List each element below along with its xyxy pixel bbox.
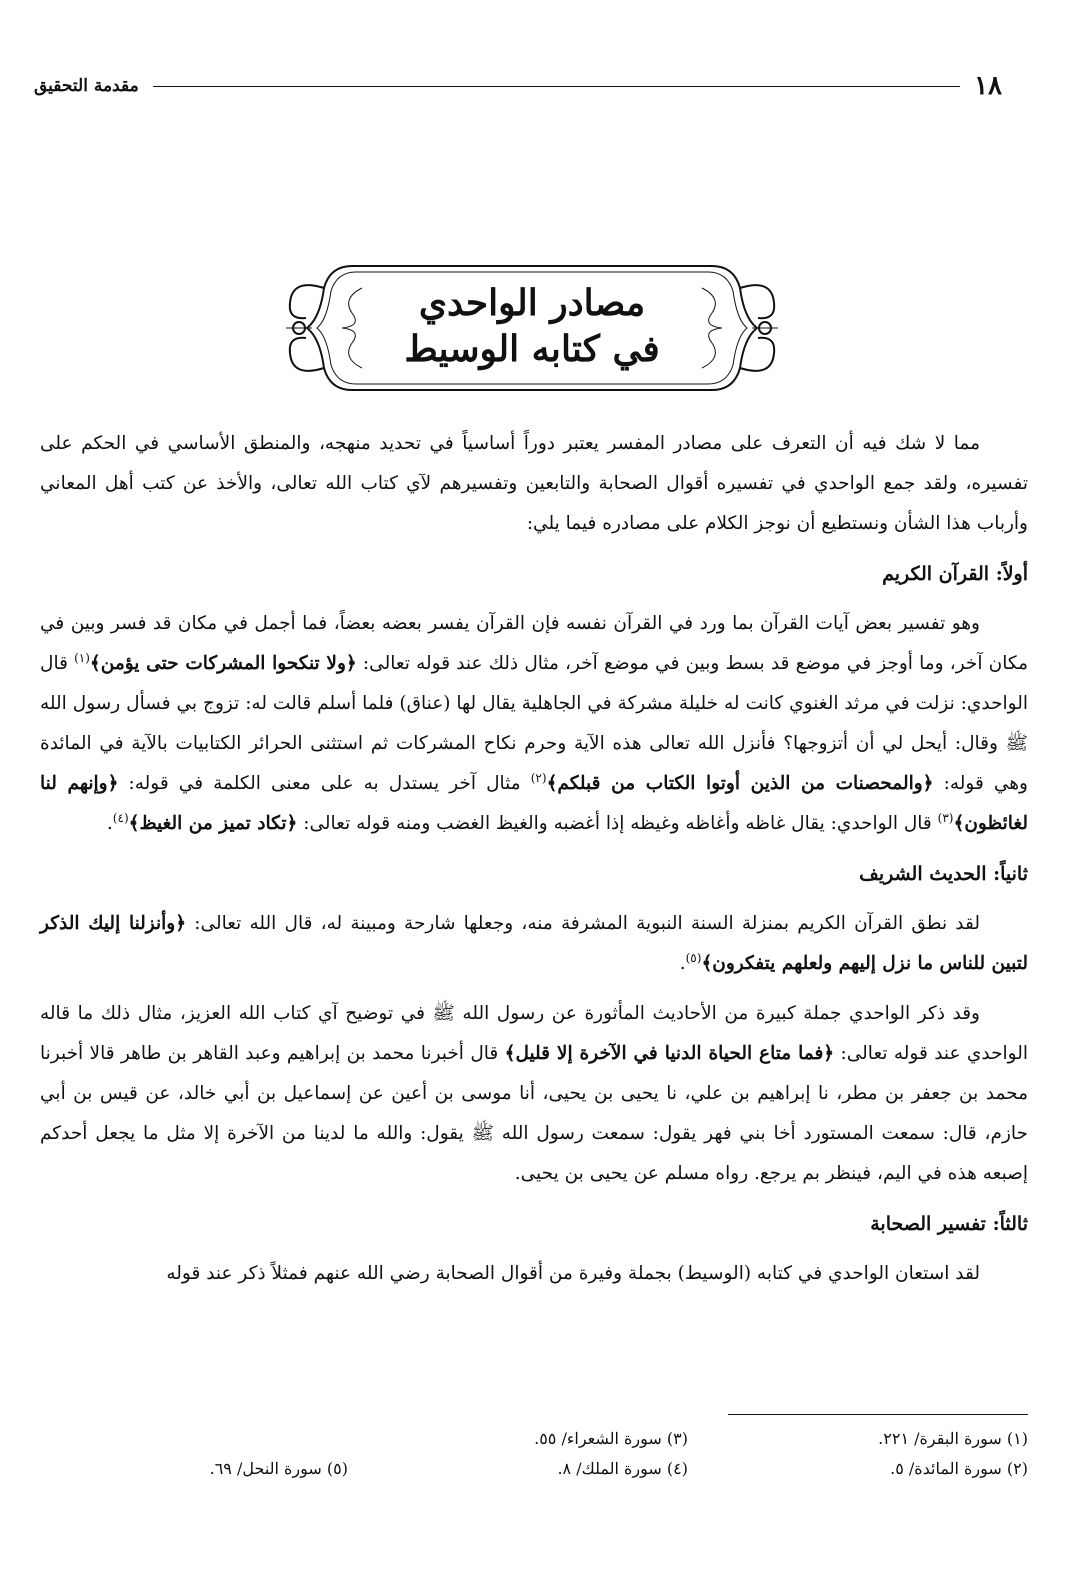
title-cartouche <box>282 258 782 398</box>
footnotes <box>40 1424 1028 1484</box>
paragraph-hadith-2 <box>40 994 1028 1194</box>
section-heading-companions: ثالثاً: تفسير الصحابة <box>870 1213 1028 1235</box>
paragraph-companions: لقد استعان الواحدي في كتابه (الوسيط) بجملة وفيرة من أقوال الصحابة رضي الله عنهم فمثلاً ذكر عند قوله <box>166 1263 980 1284</box>
quran-quote: ﴿وأنزلنا إليك الذكر لتبين للناس ما نزل إليهم ولعلهم يتفكرون﴾ <box>40 913 1028 974</box>
text-run: قال الواحدي: نزلت في مرثد الغنوي كانت له خليلة مشركة في الجاهلية يقال لها (عناق) فلما أسلم قالت له: تزوج بي فسأل رسول الله ﷺ وقال: أيحل لي أن أتزوجها؟ فأنزل الله تعالى هذه الآية وحرم نكاح المشركات ثم استثنى الحرائر الكتابيات بالآية في المائدة وهي قوله: <box>40 653 1028 794</box>
title-line-2: في كتابه الوسيط <box>404 328 660 370</box>
footnote-rule <box>728 1414 1028 1415</box>
quran-quote: ﴿وإنهم لنا لغائظون﴾ <box>40 773 1028 834</box>
footnote-ref: (١) <box>74 650 90 665</box>
running-title: مقدمة التحقيق <box>34 76 139 96</box>
footnote-4: (٤) سورة الملك/ ٨. <box>557 1459 688 1478</box>
footnote-ref: (٢) <box>530 770 547 785</box>
text-run: قال الواحدي: يقال غاظه وأغاظه وغيظه إذا أغضبه والغيظ الغضب ومنه قوله تعالى: <box>303 813 938 834</box>
intro-paragraph: مما لا شك فيه أن التعرف على مصادر المفسر يعتبر دوراً أساسياً في تحديد منهجه، والمنطق الأساسي في الحكم على تفسيره، ولقد جمع الواحدي في تفسيره أقوال الصحابة والتابعين وتفسيرهم لآي كتاب الله تعالى، والأخذ عن كتب أهل المعاني وأرباب هذا الشأن ونستطيع أن نوجز الكلام على مصادره فيما يلي: <box>40 433 1028 534</box>
title-line-1: مصادر الواحدي <box>418 282 646 324</box>
footnote-5: (٥) سورة النحل/ ٦٩. <box>209 1459 348 1478</box>
paragraph-hadith-1: لقد نطق القرآن الكريم بمنزلة السنة النبوية المشرفة منه، وجعلها شارحة ومبينة له، قال الله تعالى: ﴿وأنزلنا إليك الذكر لتبين للناس ما نزل إليهم ولعلهم يتفكرون﴾$^{(٥)}$. <box>40 913 1028 974</box>
footnote-row <box>40 1424 1028 1454</box>
quran-quote: ﴿فما متاع الحياة الدنيا في الآخرة إلا قليل﴾ <box>504 1043 835 1064</box>
page-number: ١٨ <box>974 71 1002 101</box>
footnote-3: (٣) سورة الشعراء/ ٥٥. <box>534 1429 688 1448</box>
quran-quote: ﴿والمحصنات من الذين أوتوا الكتاب من قبلكم﴾ <box>546 773 934 794</box>
footnote-2: (٢) سورة المائدة/ ٥. <box>890 1459 1028 1478</box>
text-run: لقد نطق القرآن الكريم بمنزلة السنة النبوية المشرفة منه، وجعلها شارحة ومبينة له، قال الله تعالى: <box>194 913 980 934</box>
paragraph-quran: وهو تفسير بعض آيات القرآن بما ورد في القرآن نفسه فإن القرآن يفسر بعضه بعضاً، فما أجمل في مكان قد فسر وبين في مكان آخر، وما أوجز في موضع قد بسط وبين في موضع آخر، مثال ذلك عند قوله تعالى: ﴿ولا تنكحوا المشركات حتى يؤمن﴾$^{(١)}$ قال الواحدي: نزلت في مرثد الغنوي كانت له خليلة مشركة في الجاهلية يقال لها (عناق) فلما أسلم قالت له: تزوج بي فسأل رسول الله ﷺ وقال: أيحل لي أن أتزوجها؟ فأنزل الله تعالى هذه الآية وحرم نكاح المشركات ثم استثنى الحرائر الكتابيات بالآية في المائدة وهي قوله: ﴿والمحصنات من الذين أوتوا الكتاب من قبلكم﴾$^{(٢)}$ مثال آخر يستدل به على معنى الكلمة في قوله: ﴿وإنهم لنا لغائظون﴾$^{(٣)}$ قال الواحدي: يقال غاظه وأغاظه وغيظه إذا أغضبه والغيظ الغضب ومنه قوله تعالى: ﴿تكاد تميز من الغيظ﴾$^{(٤)}$. <box>40 613 1028 834</box>
text-run: قال أخبرنا محمد بن إبراهيم وعبد القاهر بن طاهر قالا أخبرنا محمد بن جعفر بن مطر، نا إبراهيم بن علي، نا يحيى بن يحيى، أنا موسى بن أعين عن إسماعيل بن أبي خالد، عن قيس بن أبي حازم، قال: سمعت المستورد أخا بني فهر يقول: سمعت رسول الله ﷺ يقول: والله ما لدينا من الآخرة إلا مثل ما يجعل أحدكم إصبعه هذه في اليم، فينظر بم يرجع. رواه مسلم عن يحيى بن يحيى. <box>40 1043 1028 1184</box>
quran-quote: ﴿ولا تنكحوا المشركات حتى يؤمن﴾ <box>89 653 357 674</box>
quran-quote: ﴿تكاد تميز من الغيظ﴾ <box>128 813 298 834</box>
header-rule <box>153 86 960 87</box>
footnote-row <box>40 1454 1028 1484</box>
footnote-ref: (٣) <box>937 810 954 825</box>
section-heading-hadith: ثانياً: الحديث الشريف <box>859 863 1028 885</box>
text-run: وهو تفسير بعض آيات القرآن بما ورد في القرآن نفسه فإن القرآن يفسر بعضه بعضاً، فما أجمل في مكان قد فسر وبين في مكان آخر، وما أوجز في موضع قد بسط وبين في موضع آخر، مثال ذلك عند قوله تعالى: <box>40 613 1028 674</box>
text-run: وقد ذكر الواحدي جملة كبيرة من الأحاديث المأثورة عن رسول الله ﷺ في توضيح آي كتاب الله العزيز، مثال ذلك ما قاله الواحدي عند قوله تعالى: <box>40 1003 1028 1064</box>
footnote-ref: (٤) <box>112 810 129 825</box>
footnote-1: (١) سورة البقرة/ ٢٢١. <box>878 1429 1028 1448</box>
running-header <box>34 66 1002 106</box>
body-text <box>40 424 1028 1294</box>
section-heading-quran: أولاً: القرآن الكريم <box>882 563 1028 585</box>
text-run: مثال آخر يستدل به على معنى الكلمة في قوله: <box>128 773 531 794</box>
footnote-ref: (٥) <box>685 950 702 965</box>
